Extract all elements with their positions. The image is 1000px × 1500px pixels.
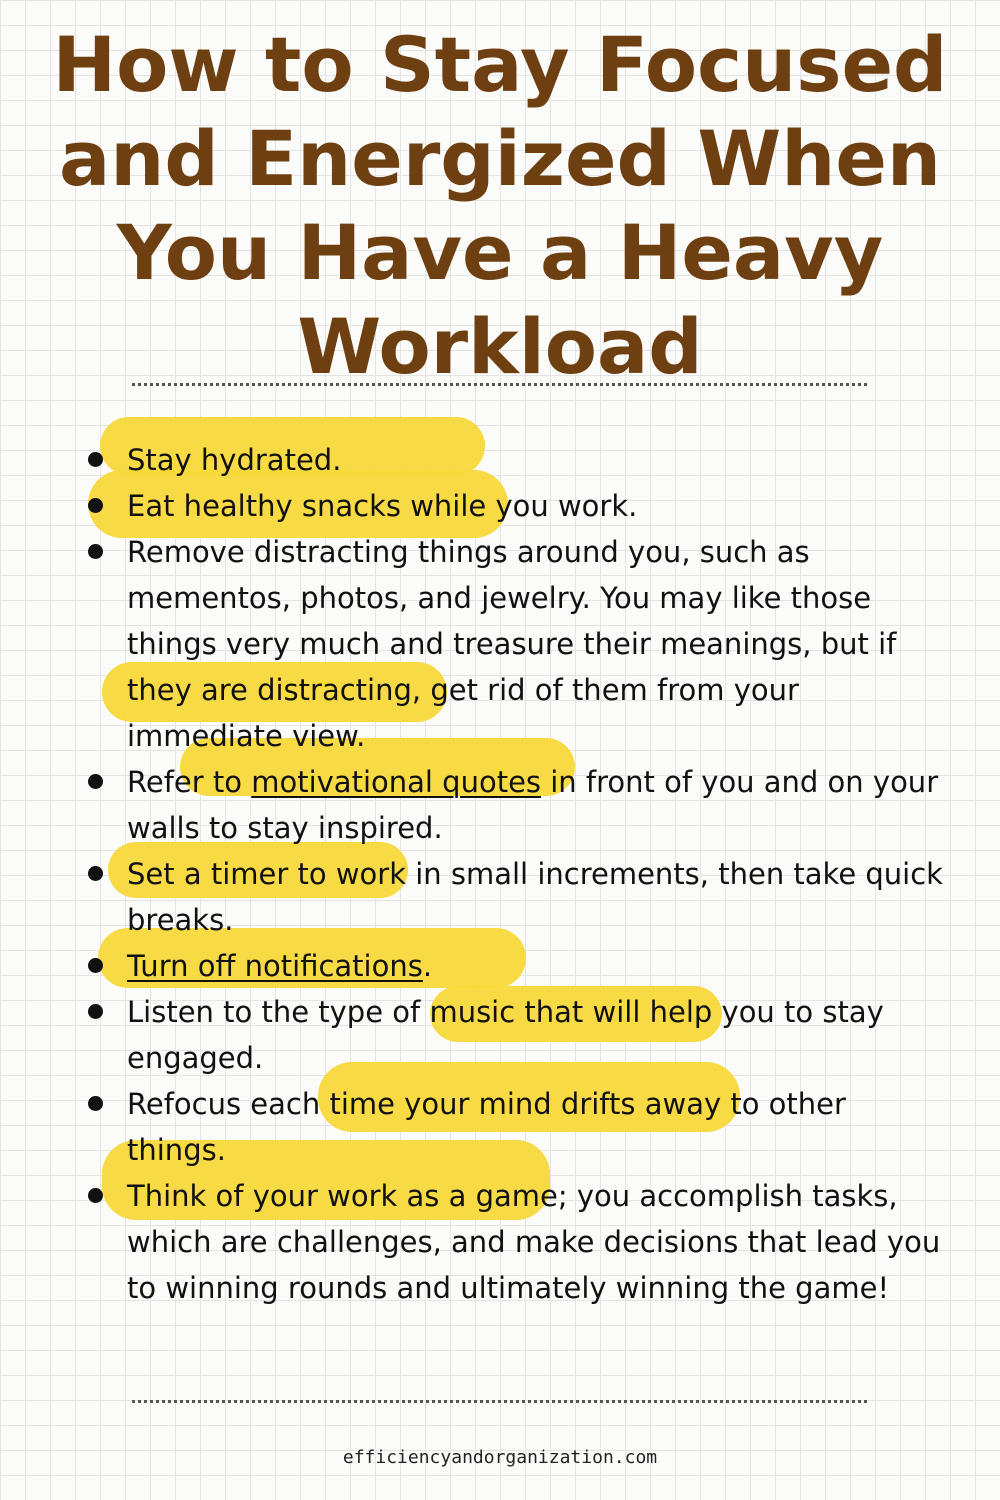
turn-off-notifications-link[interactable]: Turn off notifications	[127, 949, 423, 983]
bullet-icon	[88, 1188, 103, 1203]
bullet-icon	[88, 498, 103, 513]
tip-text-after: .	[422, 949, 433, 983]
list-item	[85, 989, 945, 1081]
list-item	[85, 529, 945, 759]
bullet-icon	[88, 774, 103, 789]
tip-text-after: in front of you and on your walls to stay inspired.	[127, 765, 939, 845]
tip-text: Set a timer to work in small increments, then take quick breaks.	[127, 857, 943, 937]
list-item	[85, 1173, 945, 1311]
tip-text: Think of your work as a game; you accomplish tasks, which are challenges, and make decisions that lead you to winning rounds and ultimately winning the game!	[127, 1179, 941, 1305]
tip-text-before: Refer to	[127, 765, 252, 799]
bullet-icon	[88, 544, 103, 559]
tip-text: Eat healthy snacks while you work.	[127, 489, 638, 523]
tip-text: Remove distracting things around you, such as mementos, photos, and jewelry. You may like those things very much and treasure their meanings, but if they are distracting, get rid of them from your immediate view.	[127, 535, 897, 753]
list-item	[85, 483, 945, 529]
list-item	[85, 437, 945, 483]
bullet-icon	[88, 1004, 103, 1019]
list-item	[85, 759, 945, 851]
bottom-divider	[132, 1400, 867, 1403]
tip-text: Listen to the type of music that will help you to stay engaged.	[127, 995, 884, 1075]
page-title: How to Stay Focused and Energized When You Have a Heavy Workload	[52, 20, 948, 391]
motivational-quotes-link[interactable]: motivational quotes	[251, 765, 542, 799]
bullet-icon	[88, 452, 103, 467]
bullet-icon	[88, 1096, 103, 1111]
list-item	[85, 943, 945, 989]
site-url: efficiencyandorganization.com	[342, 1447, 658, 1468]
list-item	[85, 851, 945, 943]
tip-text: Stay hydrated.	[127, 443, 342, 477]
top-divider	[132, 383, 867, 386]
tip-text: Refocus each time your mind drifts away to other things.	[127, 1087, 846, 1167]
bullet-icon	[88, 958, 103, 973]
tips-list	[85, 437, 945, 1311]
bullet-icon	[88, 866, 103, 881]
list-item	[85, 1081, 945, 1173]
